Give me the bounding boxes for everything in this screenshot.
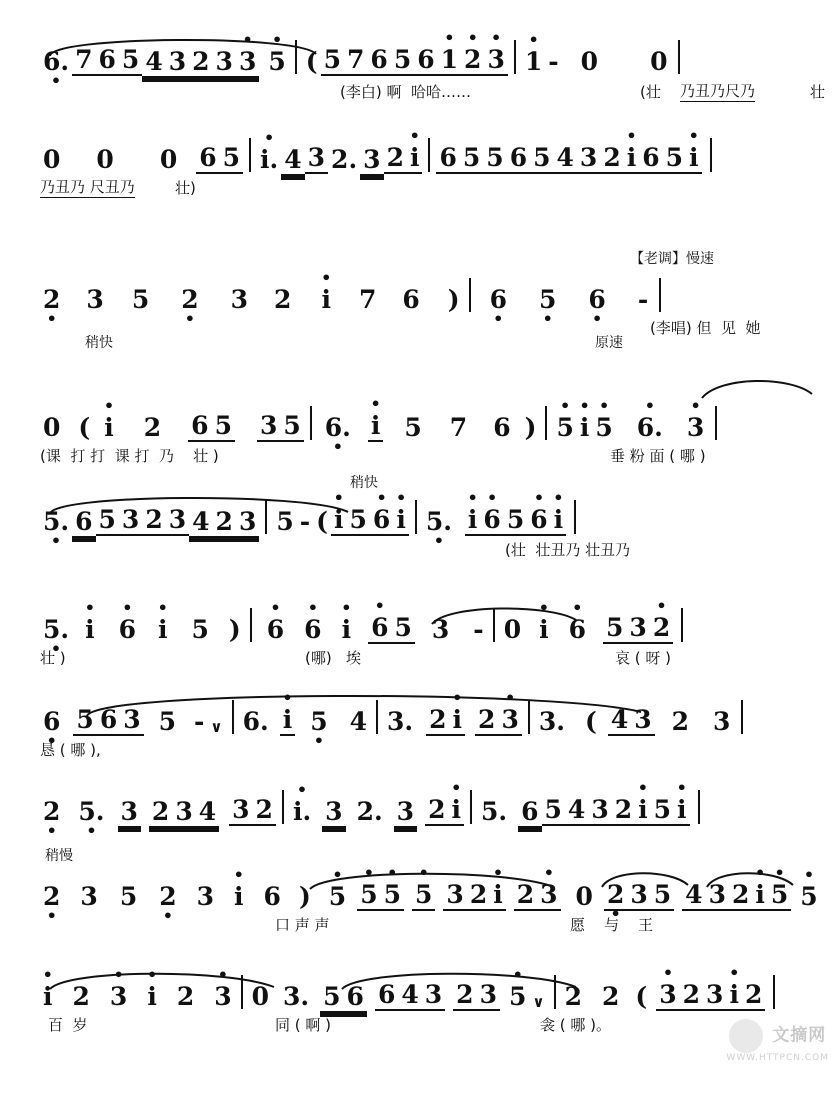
note: 2: [189, 47, 212, 76]
note: 0: [251, 982, 270, 1011]
barline: [469, 278, 471, 312]
note: 2: [143, 413, 162, 442]
note: • i: [393, 505, 409, 536]
lyric: 衾 ( 哪 )。: [540, 1016, 612, 1034]
barline: [282, 790, 284, 824]
watermark-logo-icon: [729, 1019, 763, 1053]
note: 6: [436, 143, 459, 174]
note: 3.: [283, 982, 310, 1011]
note: • i: [231, 882, 247, 911]
note: 3: [443, 880, 466, 911]
note: • i: [280, 705, 296, 736]
note: 2: [453, 980, 476, 1011]
note: • i: [674, 795, 690, 826]
note: • i: [465, 505, 481, 536]
note: • 5: [326, 882, 349, 911]
note: 5. •: [75, 797, 107, 826]
note: • i: [331, 505, 347, 536]
note: • i: [155, 615, 171, 644]
notes-row: [40, 138, 815, 174]
note: • i: [726, 980, 742, 1011]
note: -: [299, 507, 311, 536]
note: • 3: [537, 880, 560, 911]
note: 6 •: [585, 285, 608, 314]
note: 5.: [480, 797, 508, 826]
note: 5: [483, 143, 506, 174]
note: ): [298, 882, 311, 911]
barline: [773, 975, 775, 1009]
note: 6. •: [322, 413, 354, 442]
notes-row: [40, 875, 818, 911]
note: • i: [635, 795, 651, 826]
note: 3: [626, 613, 649, 644]
note: • i: [536, 615, 552, 644]
barline: [250, 608, 252, 642]
lyrics-row: [40, 76, 826, 102]
barline: [681, 608, 683, 642]
note: 5 •: [307, 707, 330, 736]
note: 6: [196, 143, 219, 174]
note: 7: [358, 285, 377, 314]
note: -: [637, 285, 649, 314]
note: 5: [542, 795, 565, 826]
note: 3: [703, 980, 726, 1011]
note: • 3: [498, 705, 521, 736]
lyrics-row: [40, 174, 815, 198]
note: 2 •: [40, 285, 63, 314]
note: 3: [119, 505, 142, 536]
lyric: (李唱) 但 见 她: [650, 319, 761, 337]
notes-row: [40, 975, 815, 1011]
watermark: [726, 1019, 829, 1063]
note: 3: [713, 707, 731, 736]
note: 0: [575, 882, 593, 911]
note: 3: [627, 880, 650, 911]
note: 3: [588, 795, 611, 826]
note: 5: [320, 982, 343, 1011]
note: 5: [504, 505, 527, 536]
note: 0: [159, 145, 178, 174]
lyric: 壮): [175, 179, 196, 197]
note: 5: [603, 613, 626, 644]
barline: [574, 500, 576, 534]
lyric: 哀 ( 呀 ): [615, 649, 672, 667]
note: • i: [752, 880, 768, 911]
note: -: [473, 615, 484, 644]
note: 2: [72, 982, 90, 1011]
note: 4: [281, 145, 304, 174]
note: 5 •: [536, 285, 559, 314]
lyrics-row: [40, 536, 815, 560]
note: 3: [322, 797, 345, 826]
note: 3: [394, 797, 417, 826]
note: (: [635, 982, 648, 1011]
note: 6: [263, 882, 281, 911]
barline: [428, 138, 430, 172]
system-5: [40, 475, 815, 560]
note: 3: [172, 797, 195, 826]
lyric: 垂 粉 面 ( 哪 ): [610, 447, 706, 465]
note: 5: [276, 507, 294, 536]
note: • 5: [592, 413, 615, 442]
note: • i: [686, 143, 702, 174]
tempo-mark: 稍快: [350, 475, 378, 491]
note: 2: [671, 707, 690, 736]
slur-arc: [700, 376, 820, 402]
barline: [715, 406, 717, 440]
lyric: 口 声 声: [275, 916, 330, 934]
barline: [415, 500, 417, 534]
note: 5: [347, 505, 370, 536]
lyric: 乃丑乃 尺丑乃: [40, 178, 135, 196]
note: • 6: [116, 615, 139, 644]
barline: [698, 790, 700, 824]
note: • 3: [484, 45, 507, 76]
note: • i: [318, 285, 334, 314]
note: 2: [601, 982, 620, 1011]
note: 6 •: [40, 707, 63, 736]
watermark-url: WWW.HTTPCN.COM: [726, 1053, 829, 1063]
note: 2 •: [156, 882, 179, 911]
note: • 3: [236, 47, 259, 76]
breath-mark: ∨: [532, 993, 545, 1011]
note: • i: [144, 982, 160, 1011]
note: • i: [82, 615, 98, 644]
notes-row: [40, 790, 815, 826]
note: -: [548, 47, 559, 76]
note: 5: [391, 45, 414, 76]
note: 5: [212, 411, 235, 442]
note: • 3: [656, 980, 679, 1011]
note: • i: [40, 982, 56, 1011]
note: (: [305, 47, 318, 76]
system-8: [40, 790, 815, 832]
note: 6: [97, 705, 120, 736]
note: 2 •: [40, 797, 63, 826]
note: 3: [257, 411, 280, 442]
note: 6.: [242, 707, 269, 736]
lyric: 百 岁: [48, 1016, 88, 1034]
note: 4: [398, 980, 421, 1011]
note: 3: [80, 882, 98, 911]
note: 4: [349, 707, 368, 736]
lyrics-row: [40, 442, 815, 466]
note: 5: [460, 143, 483, 174]
note: 7: [344, 45, 367, 76]
note: 5: [220, 143, 243, 174]
note: 5: [651, 880, 674, 911]
note: • i: [490, 880, 506, 911]
note: 4: [189, 507, 212, 536]
note: 6: [375, 980, 398, 1011]
note: 3: [477, 980, 500, 1011]
notes-row: [40, 278, 815, 314]
note: 5: [131, 285, 150, 314]
note: 2 •: [604, 880, 627, 911]
note: 3: [120, 705, 143, 736]
note: 0: [650, 47, 668, 76]
note: 3: [422, 980, 445, 1011]
note: • 5: [265, 47, 288, 76]
note: 2: [729, 880, 752, 911]
note: 4: [565, 795, 588, 826]
note: 6: [507, 143, 530, 174]
lyric: 愿 与 王: [570, 916, 654, 934]
note: 5: [158, 707, 177, 736]
note: • i: [448, 795, 464, 826]
note: • 5: [768, 880, 791, 911]
lyric: (哪) 埃: [305, 649, 362, 667]
note: 0: [580, 47, 599, 76]
note: 0: [96, 145, 114, 174]
barline: [249, 138, 251, 172]
note: 5: [651, 795, 674, 826]
lyric: 恳 ( 哪 ),: [40, 741, 101, 759]
lyric: 壮: [810, 83, 826, 101]
note: 2: [475, 705, 498, 736]
barline: [514, 40, 516, 74]
note: 3: [213, 47, 236, 76]
note: 2: [274, 285, 292, 314]
note: 3: [118, 797, 141, 826]
barline: [710, 138, 712, 172]
note: 2: [467, 880, 490, 911]
lyrics-row: [40, 826, 815, 832]
note: 6 •: [487, 285, 510, 314]
tempo-mark: 原速: [595, 335, 623, 351]
note: • i: [368, 411, 384, 442]
note: • i.: [290, 797, 314, 826]
note: 5: [321, 45, 344, 76]
note: 6: [344, 982, 367, 1011]
barline: [310, 406, 312, 440]
note: 2: [680, 980, 703, 1011]
system-7: [40, 700, 815, 760]
note: • 1: [522, 47, 545, 76]
note: 3: [166, 505, 189, 536]
tempo-mark: 稍快: [85, 335, 113, 351]
note: • 6.: [634, 413, 666, 442]
note: • 3: [684, 413, 707, 442]
note: 4: [196, 797, 219, 826]
note: 6: [96, 45, 119, 76]
note: 3: [229, 795, 252, 826]
note: 4: [142, 47, 165, 76]
note: 2: [213, 507, 236, 536]
note: (: [584, 707, 597, 736]
lyric: (课 打 打 课 打 乃 壮 ): [40, 447, 219, 465]
note: • 6: [480, 505, 503, 536]
note: 4: [554, 143, 577, 174]
system-10: [40, 975, 815, 1035]
note: 5: [96, 505, 119, 536]
note: 4: [682, 880, 705, 911]
system-9: [40, 848, 818, 935]
note: • 3: [107, 982, 130, 1011]
note: 2: [425, 795, 448, 826]
note: • 6: [370, 505, 393, 536]
lyrics-row: [40, 644, 815, 668]
marks-row: [40, 248, 815, 278]
note: 0: [503, 615, 522, 644]
system-4: [40, 335, 815, 466]
notes-row: [40, 406, 815, 442]
note: 2: [514, 880, 537, 911]
note: 2.: [356, 797, 383, 826]
note: • i: [450, 705, 466, 736]
note: 2: [600, 143, 623, 174]
lyric: (壮 壮丑乃 壮丑乃: [505, 541, 631, 559]
note: 2: [564, 982, 582, 1011]
lyric: 同 ( 啊 ): [275, 1016, 332, 1034]
note: 5: [191, 615, 209, 644]
note: 5: [663, 143, 686, 174]
note: 6: [518, 797, 541, 826]
note: ): [447, 285, 460, 314]
note: 0: [43, 145, 61, 174]
note: • i: [407, 143, 423, 174]
note: • i: [101, 413, 117, 442]
note: 5. •: [423, 507, 455, 536]
note: ): [228, 615, 241, 644]
barline: [545, 406, 547, 440]
note: 2 •: [40, 882, 63, 911]
note: • 2: [461, 45, 484, 76]
notes-row: [40, 500, 815, 536]
system-3: [40, 248, 815, 338]
note: 6: [367, 45, 390, 76]
note: 7: [449, 413, 468, 442]
note: 6: [402, 285, 420, 314]
lyrics-row: [40, 736, 815, 760]
note: 6: [493, 413, 511, 442]
note: • 1: [438, 45, 461, 76]
note: 5. •: [40, 615, 72, 644]
note: • 2: [650, 613, 673, 644]
note: 3: [86, 285, 104, 314]
note: • i.: [257, 145, 281, 174]
note: 2: [742, 980, 765, 1011]
note: 5: [119, 45, 142, 76]
tempo-mark: 稍慢: [45, 848, 73, 864]
note: 2: [426, 705, 449, 736]
note: 3: [706, 880, 729, 911]
note: 2: [612, 795, 635, 826]
note: 3: [236, 507, 259, 536]
note: 5: [530, 143, 553, 174]
note: 5. •: [40, 507, 72, 536]
note: ): [524, 413, 537, 442]
note: • i: [339, 615, 355, 644]
note: 2: [384, 143, 407, 174]
barline: [470, 790, 472, 824]
note: (: [78, 413, 91, 442]
note: • 5: [357, 880, 380, 911]
tempo-mark: 【老调】慢速: [630, 251, 714, 267]
note: • 6: [566, 615, 589, 644]
note: • i: [551, 505, 567, 536]
lyric: (壮: [640, 83, 661, 101]
lyric: (李白) 啊 哈哈……: [340, 83, 472, 101]
note: 3: [360, 145, 383, 174]
note: 6: [639, 143, 662, 174]
lyrics-row: [40, 911, 815, 935]
note: 6. •: [40, 47, 72, 76]
watermark-site: 文摘网: [772, 1025, 827, 1046]
system-6: [40, 608, 815, 668]
lyrics-row: [40, 1011, 815, 1035]
note: 2: [149, 797, 172, 826]
note: 3: [631, 705, 654, 736]
system-1: [40, 40, 826, 102]
note: 3: [577, 143, 600, 174]
note: 2: [176, 982, 195, 1011]
note: 5: [280, 411, 303, 442]
note: • i: [577, 413, 593, 442]
note: 2: [142, 505, 165, 536]
note: 2 •: [178, 285, 201, 314]
note: • 5: [553, 413, 576, 442]
barline: [678, 40, 680, 74]
note: 6: [188, 411, 211, 442]
note: • 6: [368, 613, 391, 644]
note: 7: [72, 45, 95, 76]
note: • i: [624, 143, 640, 174]
note: 5: [404, 413, 422, 442]
note: 3: [196, 882, 215, 911]
note: 5: [391, 613, 414, 644]
note: 3.: [538, 707, 565, 736]
note: • 5: [381, 880, 404, 911]
note: 2: [253, 795, 276, 826]
note: • 3: [211, 982, 234, 1011]
note: 6: [414, 45, 437, 76]
lyric: 壮 ): [40, 649, 66, 667]
note: 3: [230, 285, 249, 314]
note: • 5: [797, 882, 820, 911]
note: (: [316, 507, 328, 536]
note: • 5: [506, 982, 529, 1011]
breath-mark: ∨: [210, 718, 223, 736]
note: 5: [73, 705, 96, 736]
note: • 6: [527, 505, 550, 536]
lyrics-row: [40, 314, 815, 338]
lyric: 乃丑乃尺乃: [680, 82, 756, 100]
note: 4: [608, 705, 631, 736]
note: 5: [119, 882, 138, 911]
note: • 6: [301, 615, 324, 644]
note: 3: [431, 615, 450, 644]
note: 3: [305, 143, 328, 174]
barline: [741, 700, 743, 734]
note: -: [194, 707, 205, 736]
note: • 5: [412, 880, 435, 911]
note: 2.: [331, 145, 358, 174]
note: 6: [72, 507, 95, 536]
notes-row: [40, 608, 815, 644]
note: 3: [166, 47, 189, 76]
note: 3.: [387, 707, 414, 736]
note: • 6: [264, 615, 287, 644]
system-2: [40, 138, 815, 198]
note: 0: [43, 413, 61, 442]
barline: [659, 278, 661, 312]
